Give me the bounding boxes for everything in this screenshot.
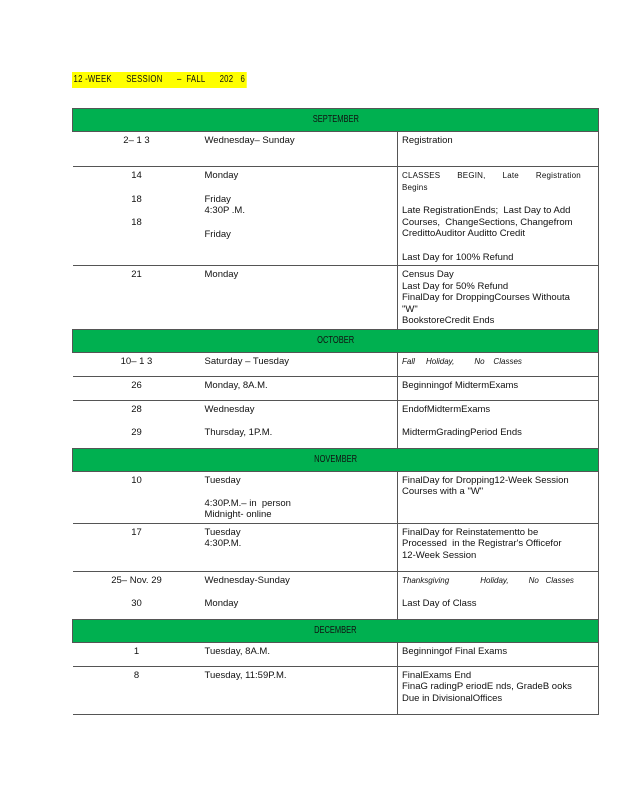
event-cell [398, 642, 599, 666]
schedule-table [72, 108, 599, 715]
document-title: 12 -WEEK SESSION – FALL 202 6 [72, 72, 247, 88]
date-cell [73, 666, 201, 714]
day-text: Saturday – Tuesday [204, 355, 289, 367]
day-text: Wednesday [204, 403, 255, 415]
event-cell [398, 352, 599, 376]
day-text: Monday [204, 598, 239, 609]
date-text: 18 [131, 217, 142, 228]
schedule-row [73, 642, 599, 666]
day-cell [201, 352, 398, 376]
date-text: 1 [133, 645, 140, 657]
day-cell [201, 666, 398, 714]
day-cell [201, 571, 398, 619]
month-header [73, 619, 599, 642]
event-text: MidtermGradingPeriod Ends [402, 427, 522, 438]
event-text: FinalExams End FinaG radingP eriodE nds, GradeB ooks Due in DivisionalOffices [402, 669, 572, 704]
event-text: Fall Holiday, No Classes [402, 356, 522, 366]
date-cell [73, 400, 201, 448]
event-cell [398, 571, 599, 619]
schedule-row [73, 266, 599, 330]
event-text: Beginningof Final Exams [402, 645, 508, 657]
schedule-body [73, 109, 599, 715]
day-cell [201, 523, 398, 571]
event-text: Registration [402, 135, 453, 146]
event-cell [398, 132, 599, 167]
event-text: Census Day Last Day for 50% Refund FinalDay for DroppingCourses Withouta "W" BookstoreCredit Ends [402, 269, 570, 326]
event-text: FinalDay for Dropping12-Week Session Courses with a "W" [402, 474, 569, 497]
month-header [73, 329, 599, 352]
event-cell [398, 523, 599, 571]
event-text: Last Day for 100% Refund [402, 251, 514, 263]
event-text: Late RegistrationEnds; Last Day to Add Courses, ChangeSections, Changefrom CredittoAuditor Auditto Credit [402, 205, 573, 239]
date-text: 21 [131, 269, 142, 280]
day-text: Wednesday-Sunday [204, 574, 290, 586]
date-text: 2– 1 3 [123, 135, 150, 146]
month-name: DECEMBER [314, 624, 357, 636]
month-name: OCTOBER [317, 334, 354, 346]
event-text: Thanksgiving Holiday, No Classes [402, 575, 574, 585]
day-cell [201, 266, 398, 330]
date-cell [73, 523, 201, 571]
event-cell [398, 167, 599, 266]
date-text: 10 [131, 474, 142, 486]
schedule-row [73, 376, 599, 400]
event-cell [398, 266, 599, 330]
month-header-row [73, 109, 599, 132]
day-text: Monday [204, 170, 239, 181]
day-cell [201, 642, 398, 666]
month-header [73, 109, 599, 132]
event-cell [398, 376, 599, 400]
day-cell [201, 400, 398, 448]
day-text: Monday, 8A.M. [204, 379, 268, 391]
day-text: Friday 4:30P .M. [204, 193, 245, 216]
date-text: 8 [133, 669, 140, 681]
date-text: 17 [131, 526, 142, 538]
day-cell [201, 376, 398, 400]
schedule-row [73, 666, 599, 714]
schedule-row [73, 400, 599, 448]
day-text: Tuesday, 11:59P.M. [204, 669, 287, 681]
date-text: 14 [131, 170, 142, 181]
event-text: FinalDay for Reinstatementto be Processed in the Registrar's Officefor 12-Week Session [402, 526, 562, 561]
date-text: 18 [131, 193, 142, 205]
day-text: Tuesday, 8A.M. [204, 645, 270, 657]
day-text: Tuesday 4:30P.M.– in person Midnight- online [204, 474, 291, 520]
event-text: EndofMidtermExams [402, 403, 491, 415]
date-cell [73, 266, 201, 330]
month-header-row [73, 619, 599, 642]
month-header [73, 448, 599, 471]
day-text: Monday [204, 269, 239, 280]
day-cell [201, 167, 398, 266]
event-cell [398, 471, 599, 523]
date-cell [73, 132, 201, 167]
date-text: 28 [131, 403, 142, 415]
day-text: Tuesday 4:30P.M. [204, 526, 242, 549]
event-cell [398, 666, 599, 714]
date-cell [73, 352, 201, 376]
month-name: NOVEMBER [314, 453, 357, 465]
month-header-row [73, 329, 599, 352]
date-cell [73, 376, 201, 400]
date-text: 26 [131, 379, 142, 391]
date-text: 29 [131, 427, 142, 438]
schedule-row [73, 352, 599, 376]
event-cell [398, 400, 599, 448]
day-cell [201, 132, 398, 167]
day-text: Thursday, 1P.M. [204, 427, 273, 438]
date-text: 10– 1 3 [120, 355, 153, 367]
day-cell [201, 471, 398, 523]
schedule-row [73, 167, 599, 266]
date-cell [73, 471, 201, 523]
schedule-row [73, 571, 599, 619]
date-text: 30 [131, 598, 142, 609]
schedule-row [73, 132, 599, 167]
date-text: 25– Nov. 29 [111, 574, 162, 586]
schedule-row [73, 471, 599, 523]
month-header-row [73, 448, 599, 471]
event-text: CLASSES BEGIN, Late Registration Begins [402, 171, 581, 192]
date-cell [73, 167, 201, 266]
event-text: Last Day of Class [402, 598, 477, 609]
month-name: SEPTEMBER [312, 114, 359, 126]
schedule-row [73, 523, 599, 571]
date-cell [73, 642, 201, 666]
day-text: Wednesday– Sunday [204, 135, 295, 146]
day-text: Friday [204, 228, 231, 240]
event-text: Beginningof MidtermExams [402, 379, 519, 391]
date-cell [73, 571, 201, 619]
